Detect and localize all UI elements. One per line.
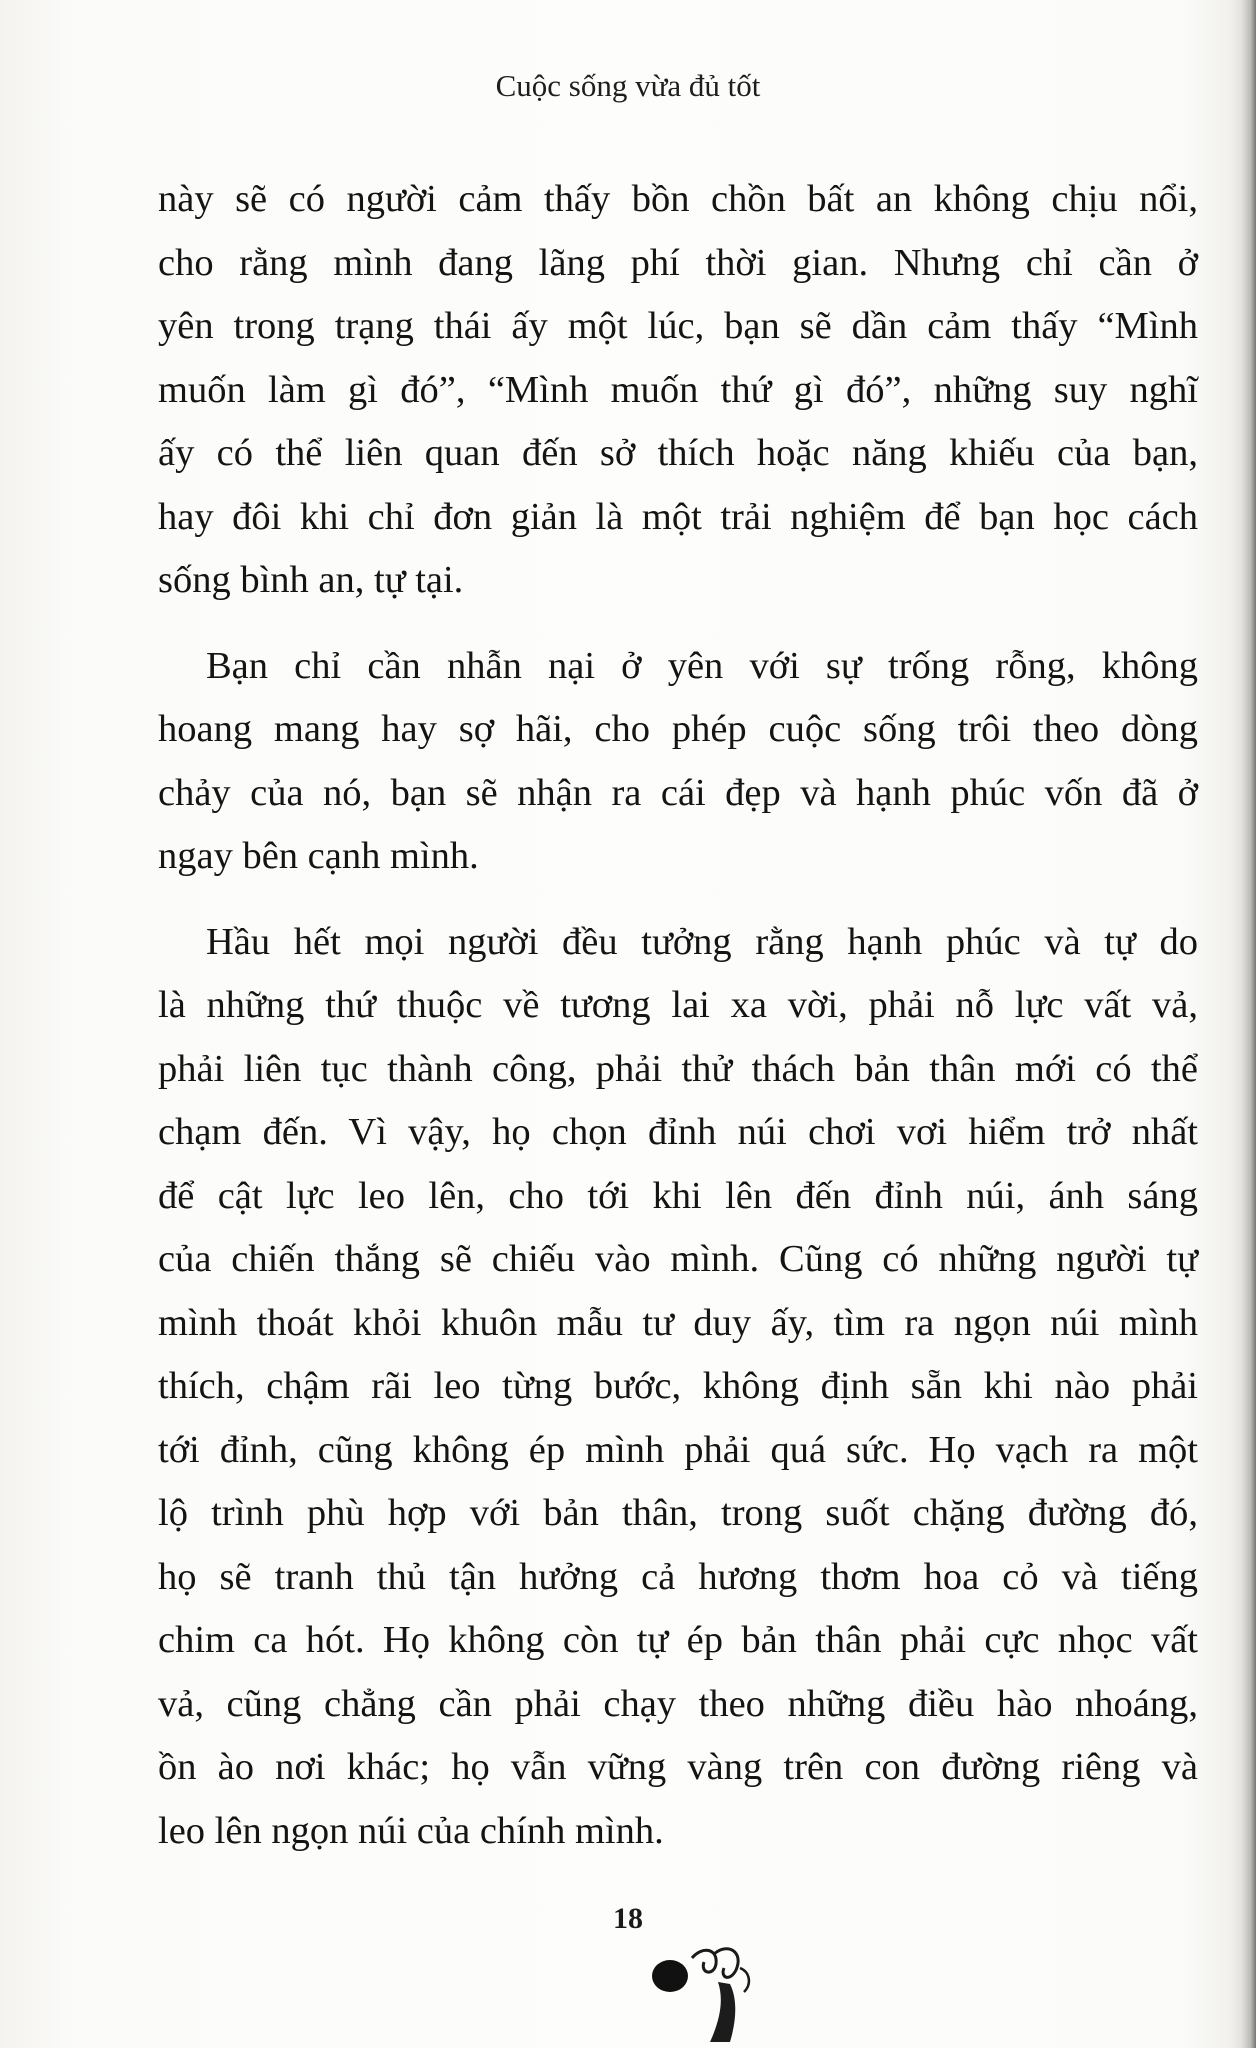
paragraph-2 (158, 635, 1198, 889)
page-number: 18 (613, 1902, 643, 1935)
text-line: sống bình an, tự tại. (158, 559, 464, 601)
text-line: họ sẽ tranh thủ tận hưởng cả hương thơm hoa cỏ và tiếng (158, 1555, 1198, 1598)
paragraph-3 (158, 911, 1198, 1864)
text-line: mình thoát khỏi khuôn mẫu tư duy ấy, tìm ra ngọn núi mình (158, 1301, 1198, 1344)
text-line: phải liên tục thành công, phải thử thách bản thân mới có thể (158, 1047, 1198, 1090)
body-text (158, 168, 1198, 1863)
text-line: tới đỉnh, cũng không ép mình phải quá sức. Họ vạch ra một (158, 1428, 1198, 1471)
text-line: ấy có thể liên quan đến sở thích hoặc năng khiếu của bạn, (158, 432, 1198, 474)
page-edge-shadow (1230, 0, 1256, 2048)
text-line: yên trong trạng thái ấy một lúc, bạn sẽ dần cảm thấy “Mình (158, 305, 1198, 347)
text-line: Bạn chỉ cần nhẫn nại ở yên với sự trống rỗng, không (206, 644, 1198, 687)
paragraph-1 (158, 168, 1198, 613)
text-line: leo lên ngọn núi của chính mình. (158, 1809, 664, 1852)
text-line: muốn làm gì đó”, “Mình muốn thứ gì đó”, những suy nghĩ (158, 368, 1198, 411)
text-line: để cật lực leo lên, cho tới khi lên đến đỉnh núi, ánh sáng (158, 1174, 1198, 1217)
text-line: cho rằng mình đang lãng phí thời gian. Nhưng chỉ cần ở (158, 241, 1198, 284)
text-line: ngay bên cạnh mình. (158, 835, 479, 877)
text-line: hay đôi khi chỉ đơn giản là một trải nghiệm để bạn học cách (158, 495, 1198, 538)
text-line: chảy của nó, bạn sẽ nhận ra cái đẹp và hạnh phúc vốn đã ở (158, 771, 1198, 814)
text-line: hoang mang hay sợ hãi, cho phép cuộc sống trôi theo dòng (158, 708, 1198, 750)
text-line: chim ca hót. Họ không còn tự ép bản thân phải cực nhọc vất (158, 1619, 1198, 1661)
text-line: của chiến thắng sẽ chiếu vào mình. Cũng có những người tự (158, 1238, 1198, 1280)
text-line: ồn ào nơi khác; họ vẫn vững vàng trên con đường riêng và (158, 1746, 1198, 1788)
text-line: lộ trình phù hợp với bản thân, trong suốt chặng đường đó, (158, 1492, 1198, 1534)
footer-ornament-icon (640, 1938, 760, 2048)
text-line: vả, cũng chẳng cần phải chạy theo những điều hào nhoáng, (158, 1682, 1198, 1725)
running-header: Cuộc sống vừa đủ tốt (495, 68, 761, 103)
text-line: chạm đến. Vì vậy, họ chọn đỉnh núi chơi vơi hiểm trở nhất (158, 1111, 1198, 1153)
text-line: là những thứ thuộc về tương lai xa vời, phải nỗ lực vất vả, (158, 984, 1198, 1026)
text-line: Hầu hết mọi người đều tưởng rằng hạnh phúc và tự do (206, 920, 1198, 963)
text-line: thích, chậm rãi leo từng bước, không định sẵn khi nào phải (158, 1365, 1198, 1407)
text-line: này sẽ có người cảm thấy bồn chồn bất an không chịu nổi, (158, 178, 1198, 220)
